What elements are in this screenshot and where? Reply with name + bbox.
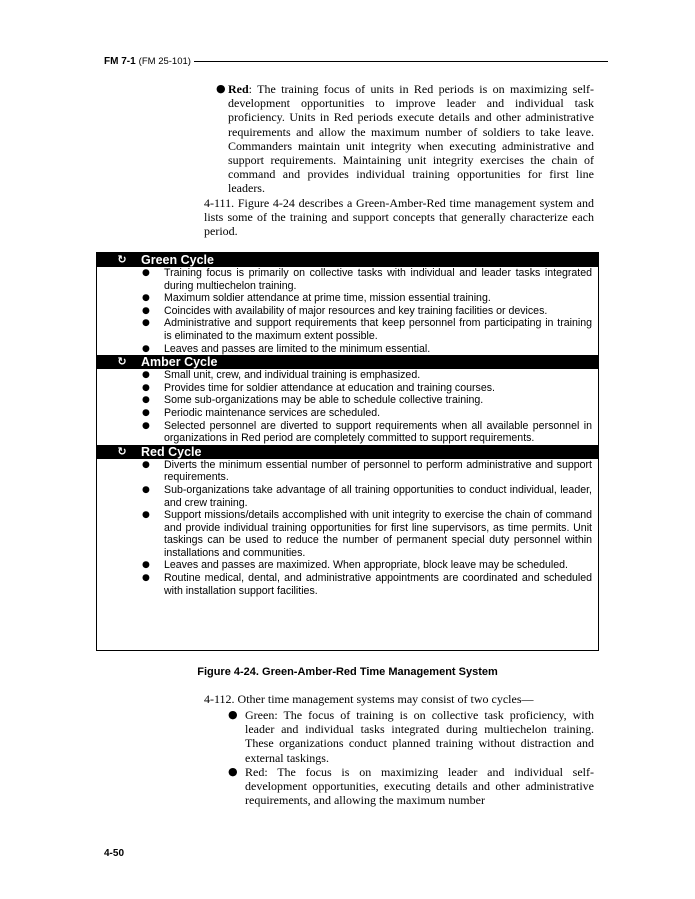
green-cycle-header	[97, 253, 598, 267]
list-item: ● Leaves and passes are maximized. When appropriate, block leave may be scheduled.	[142, 559, 568, 572]
bullet-icon: ●	[142, 305, 150, 316]
header-rule	[194, 61, 608, 62]
list-item: ● Some sub-organizations may be able to schedule collective training.	[142, 394, 484, 407]
bullet-icon: ●	[142, 573, 150, 584]
bullet-icon: ●	[228, 764, 238, 778]
figure-4-24-table	[96, 252, 599, 651]
bullet-icon: ●	[142, 268, 150, 278]
list-item: ● Sub-organizations take advantage of all training opportunities to conduct individual, leader, and crew training.	[142, 483, 592, 509]
bullet-icon: ●	[142, 560, 150, 571]
curved-arrow-icon: ↻	[117, 253, 127, 266]
bullet-icon: ●	[142, 459, 150, 470]
amber-cycle-header	[97, 355, 598, 369]
list-item: ● Support missions/details accomplished with unit integrity to exercise the chain of command and provide individual training opportunities for first line supervisors, as time permits. Unit taskings can be used to reduce the number of permanent special duty personnel within installations and communities.	[142, 509, 592, 559]
bullet-icon: ●	[216, 82, 226, 95]
red-bullet-lead: Red	[228, 82, 249, 96]
paragraph-4-111: 4-111. Figure 4-24 describes a Green-Amber-Red time management system and lists some of the training and support concepts that generally characterize each period.	[204, 196, 594, 239]
list-item: ● Red: The focus is on maximizing leader and individual self-development opportunities, executing details and other administrative requirements, and allowing the maximum number	[228, 764, 594, 808]
list-item: ● Training focus is primarily on collective tasks with individual and leader tasks integrated during multiechelon training.	[142, 267, 592, 292]
superseded-manual: (FM 25-101)	[138, 55, 191, 67]
bullet-icon: ●	[228, 708, 238, 721]
bullet-icon: ●	[142, 370, 150, 381]
list-item: ● Administrative and support requirements that keep personnel from participating in training is eliminated to the maximum extent possible.	[142, 317, 592, 342]
list-item: ● Leaves and passes are limited to the minimum essential.	[142, 342, 431, 355]
two-cycle-bullets	[228, 708, 594, 808]
list-item: ● Maximum soldier attendance at prime time, mission essential training.	[142, 292, 491, 305]
cycle-title: Red Cycle	[141, 444, 202, 459]
list-item: ● Periodic maintenance services are scheduled.	[142, 406, 381, 419]
red-period-bullet	[216, 82, 594, 196]
bullet-icon: ●	[142, 510, 150, 521]
curved-arrow-icon: ↻	[117, 444, 127, 458]
cycle-title: Amber Cycle	[141, 355, 218, 370]
page-number: 4-50	[104, 848, 125, 859]
figure-caption: Figure 4-24. Green-Amber-Red Time Management System	[197, 666, 498, 678]
list-item: ● Provides time for soldier attendance at education and training courses.	[142, 381, 495, 394]
red-cycle-list	[97, 459, 598, 598]
bullet-icon: ●	[142, 420, 150, 431]
manual-number: FM 7-1	[104, 55, 136, 67]
green-cycle-list	[97, 267, 598, 355]
bullet-icon: ●	[142, 395, 150, 406]
curved-arrow-icon: ↻	[117, 355, 127, 369]
red-bullet-text: : The training focus of units in Red periods is on maximizing self-development opportunities to improve leader and individual task proficiency. Units in Red periods execute details and other administrative requirements and allow the maximum number of soldiers to take leave. Commanders maintain unit integrity when executing administrative and support requirements. Maintaining unit integrity exercises the chain of command and provides individual training opportunities for first line leaders.	[228, 82, 594, 196]
bullet-icon: ●	[142, 407, 150, 418]
list-item: ● Selected personnel are diverted to support requirements when all available personnel in organizations in Red period are completely committed to support requirements.	[142, 419, 592, 445]
bullet-icon: ●	[142, 343, 150, 354]
paragraph-4-112: 4-112. Other time management systems may consist of two cycles—	[204, 692, 534, 706]
red-cycle-header	[97, 445, 598, 459]
bullet-icon: ●	[142, 484, 150, 495]
list-item: ● Green: The focus of training is on collective task proficiency, with leader and individual tasks integrated during multiechelon training. These organizations conduct planned training without distraction and external taskings.	[228, 708, 594, 765]
list-item: ● Routine medical, dental, and administrative appointments are coordinated and scheduled with installation support facilities.	[142, 572, 592, 597]
list-item: ● Diverts the minimum essential number of personnel to perform administrative and support requirements.	[142, 458, 592, 484]
bullet-icon: ●	[142, 382, 150, 393]
running-header	[104, 54, 608, 68]
list-item: ● Coincides with availability of major resources and key training facilities or devices.	[142, 304, 548, 317]
list-item: ● Small unit, crew, and individual training is emphasized.	[142, 369, 421, 382]
bullet-icon: ●	[142, 318, 150, 329]
cycle-title: Green Cycle	[141, 253, 214, 267]
amber-cycle-list	[97, 369, 598, 445]
bullet-icon: ●	[142, 293, 150, 304]
